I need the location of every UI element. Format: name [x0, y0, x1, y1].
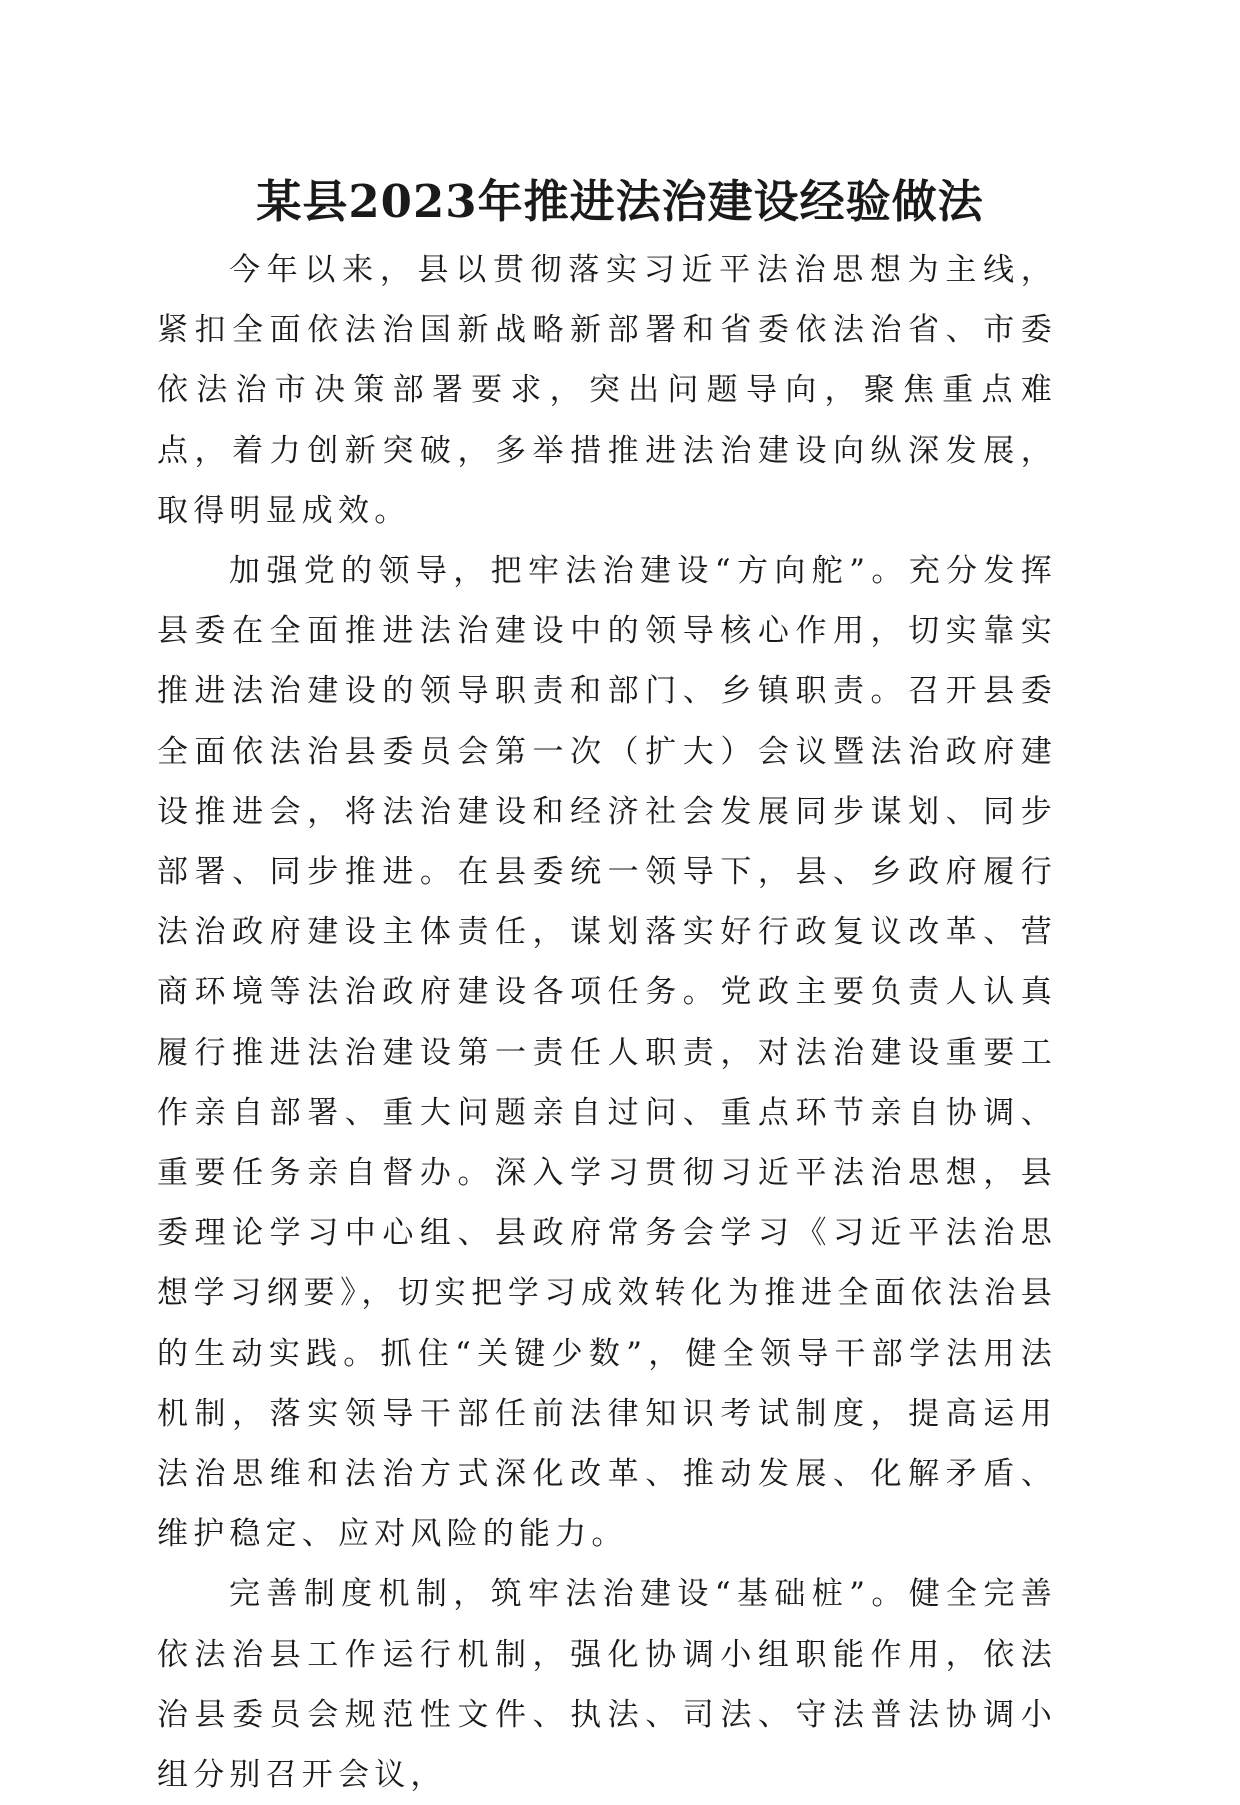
paragraph-party-leadership: 加强党的领导，把牢法治建设“方向舵”。充分发挥县委在全面推进法治建设中的领导核心作用，切实靠实推进法治建设的领导职责和部门、乡镇职责。召开县委全面依法治县委员会第一次（扩大）会议暨法治政府建设推进会，将法治建设和经济社会发展同步谋划、同步部署、同步推进。在县委统一领导下，县、乡政府履行法治政府建设主体责任，谋划落实好行政复议改革、营商环境等法治政府建设各项任务。党政主要负责人认真履行推进法治建设第一责任人职责，对法治建设重要工作亲自部署、重大问题亲自过问、重点环节亲自协调、重要任务亲自督办。深入学习贯彻习近平法治思想，县委理论学习中心组、县政府常务会学习《习近平法治思想学习纲要》，切实把学习成效转化为推进全面依法治县的生动实践。抓住“关键少数”，健全领导干部学法用法机制，落实领导干部任前法律知识考试制度，提高运用法治思维和法治方式深化改革、推动发展、化解矛盾、维护稳定、应对风险的能力。: [157, 553, 1057, 1553]
document-body: [157, 240, 1057, 1805]
paragraph-intro: 今年以来，县以贯彻落实习近平法治思想为主线，紧扣全面依法治国新战略新部署和省委依法治省、市委依法治市决策部署要求，突出问题导向，聚焦重点难点，着力创新突破，多举措推进法治建设向纵深发展，取得明显成效。: [157, 252, 1057, 529]
paragraph-institutional-mechanism: 完善制度机制，筑牢法治建设“基础桩”。健全完善依法治县工作运行机制，强化协调小组职能作用，依法治县委员会规范性文件、执法、司法、守法普法协调小组分别召开会议，: [157, 1576, 1057, 1794]
document-title: 某县2023年推进法治建设经验做法: [256, 175, 984, 228]
